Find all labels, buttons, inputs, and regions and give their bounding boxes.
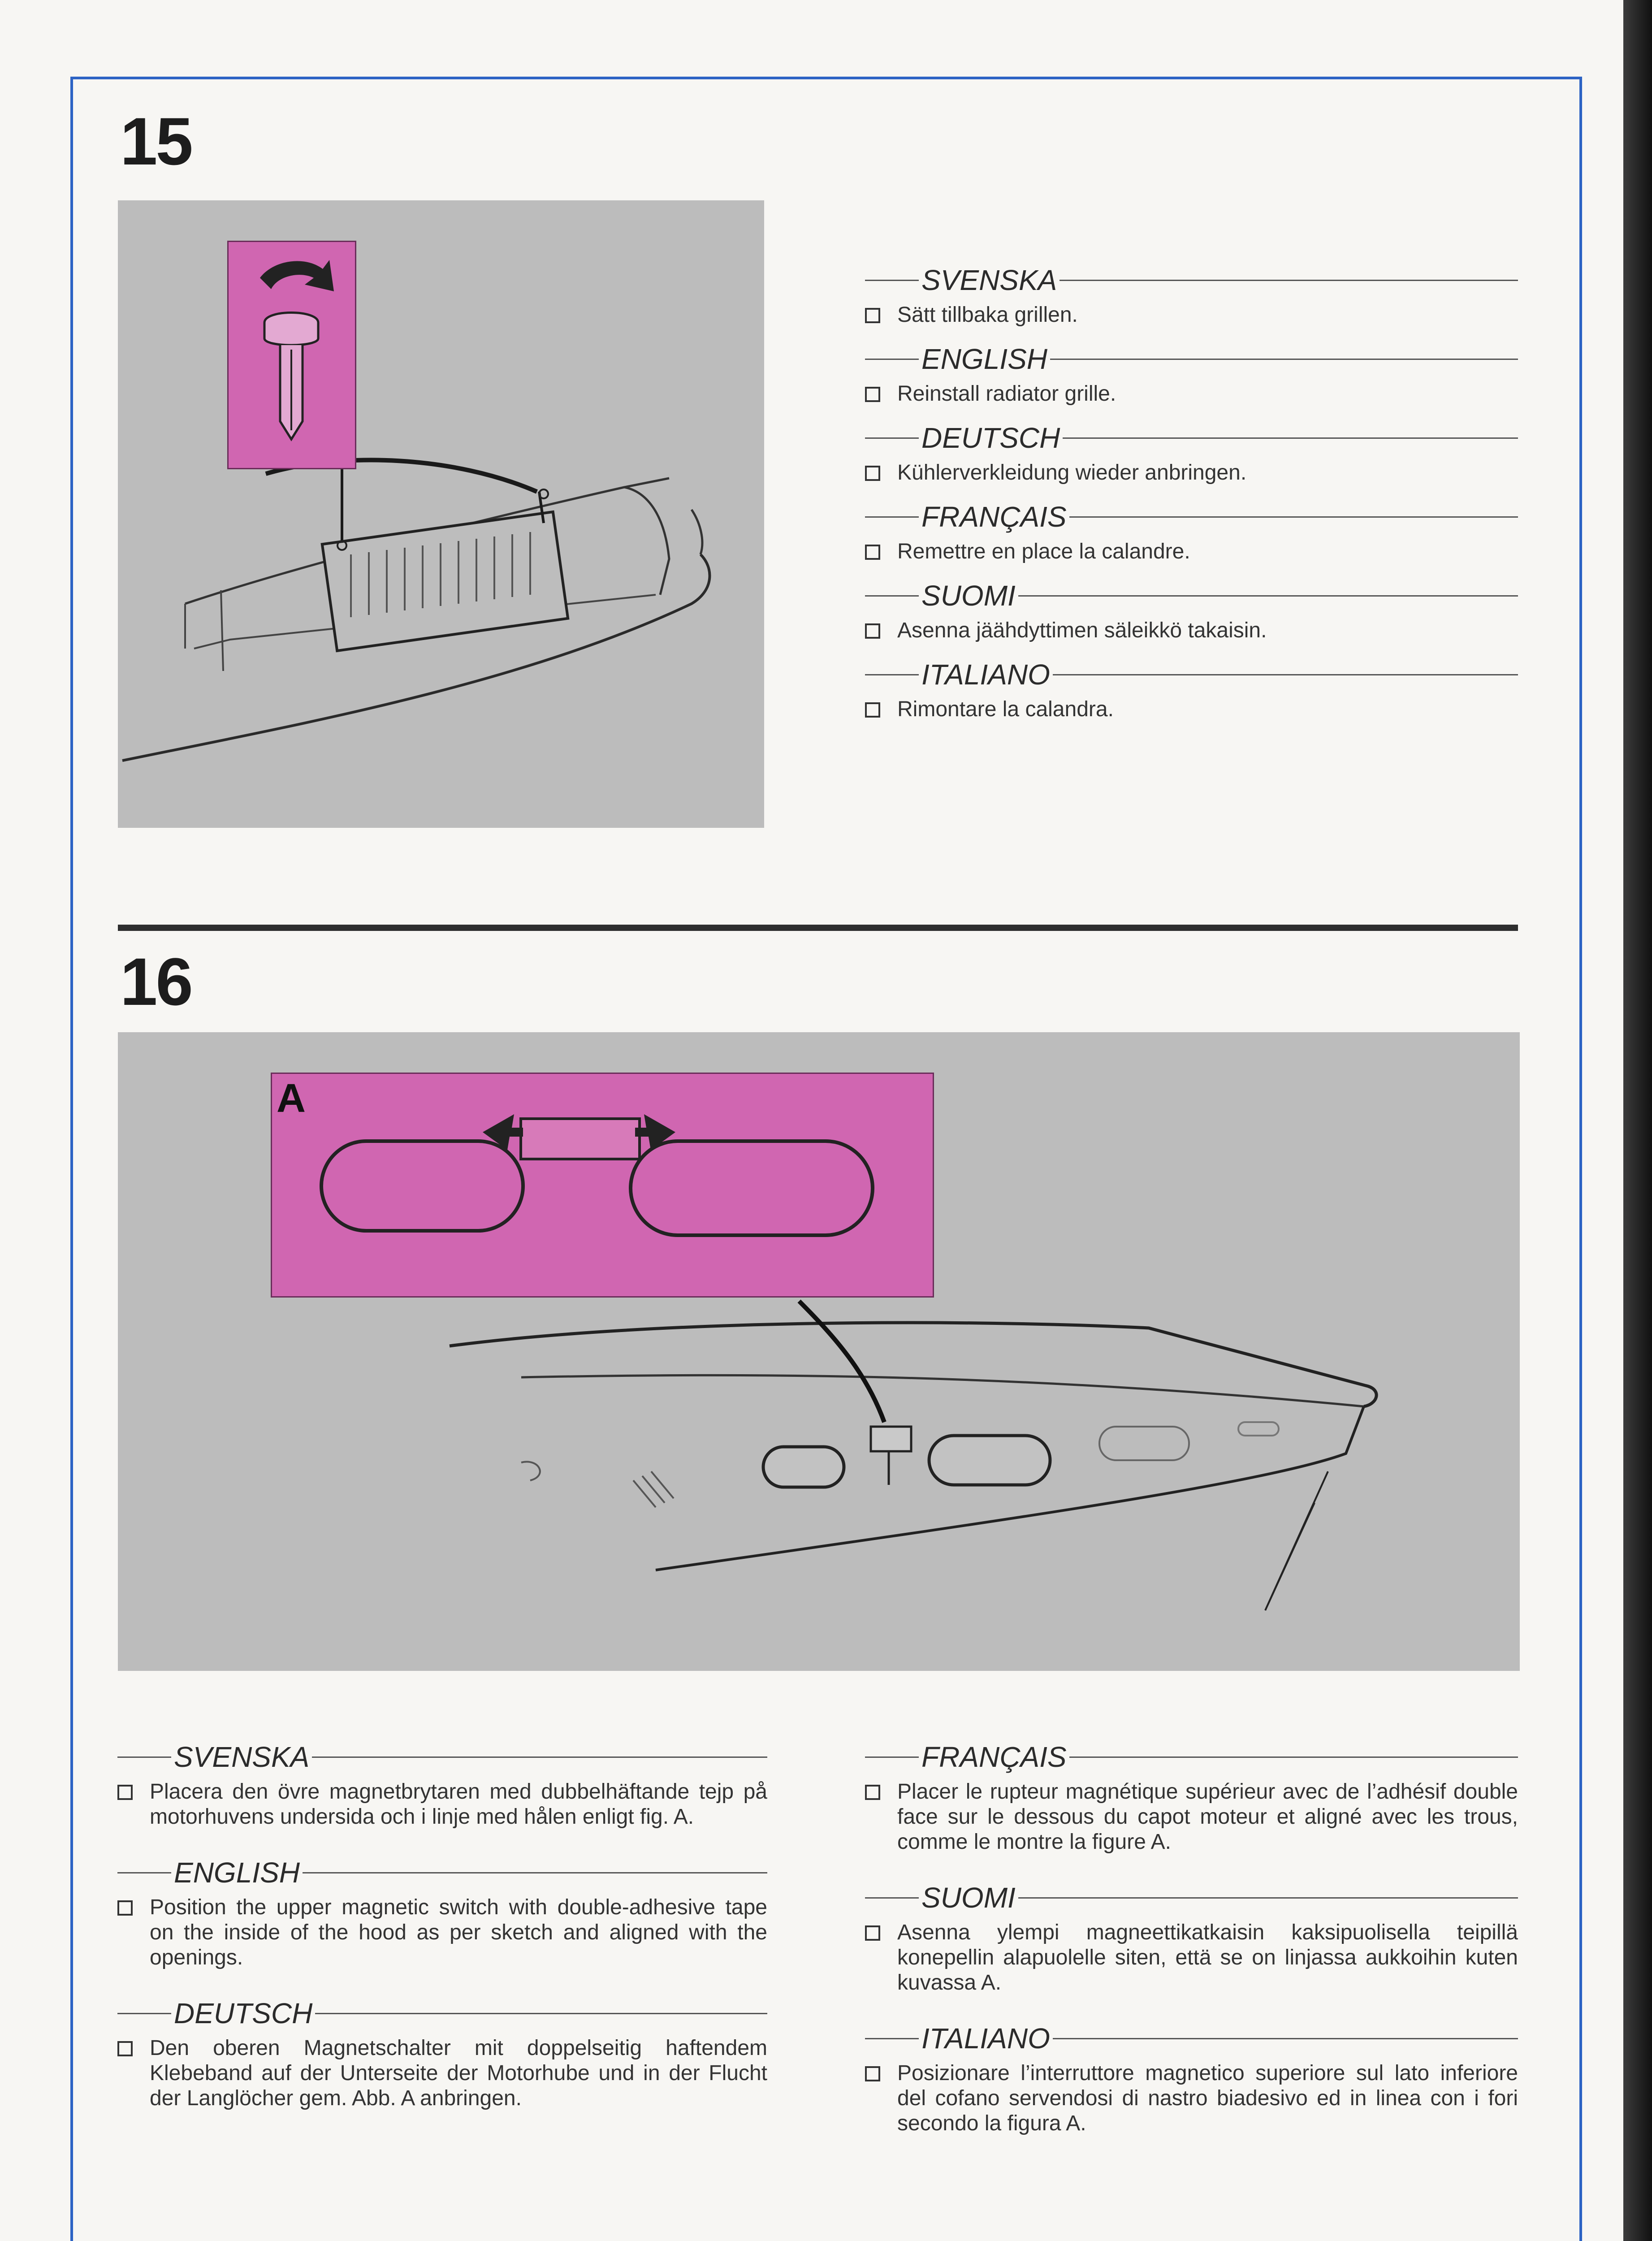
step-15-instructions bbox=[865, 262, 1518, 722]
checkbox[interactable] bbox=[865, 702, 880, 718]
checkbox[interactable] bbox=[117, 1900, 133, 1916]
step-15-number: 15 bbox=[120, 104, 191, 179]
instruction-text: Asenna ylempi magneettikatkaisin kaksipuolisella teipillä konepellin alapuolelle siten, että se on linjassa aukkoihin kuten kuvassa A. bbox=[897, 1921, 1518, 1994]
checkbox[interactable] bbox=[865, 545, 880, 560]
instruction-text: Den oberen Magnetschalter mit doppelseitig haftendem Klebeband auf der Unterseite der Motorhube und in der Flucht der Langlöcher gem. Abb. A anbringen. bbox=[150, 2036, 767, 2110]
language-heading: DEUTSCH bbox=[921, 422, 1060, 454]
instruction-english bbox=[117, 1855, 767, 1970]
instruction-text: Rimontare la calandra. bbox=[897, 697, 1114, 721]
instruction-italiano bbox=[865, 657, 1518, 722]
instruction-text: Kühlerverkleidung wieder anbringen. bbox=[897, 461, 1247, 485]
language-heading: DEUTSCH bbox=[174, 1997, 313, 2029]
instruction-deutsch bbox=[117, 1995, 767, 2111]
instruction-francais bbox=[865, 499, 1518, 564]
section-divider bbox=[118, 925, 1518, 931]
page-binding-edge bbox=[1623, 0, 1652, 2241]
instruction-svenska bbox=[865, 262, 1518, 328]
checkbox[interactable] bbox=[865, 1785, 880, 1800]
instruction-text: Posizionare l’interruttore magnetico superiore sul lato inferiore del cofano servendosi di nastro biadesivo ed in linea con i fori secondo la figura A. bbox=[897, 2061, 1518, 2135]
grille-clip-inset bbox=[227, 241, 356, 469]
instruction-text: Placer le rupteur magnétique supérieur avec de l’adhésif double face sur le dessous du capot moteur et aligné avec les trous, comme le montre la figure A. bbox=[897, 1780, 1518, 1854]
checkbox[interactable] bbox=[865, 623, 880, 639]
checkbox[interactable] bbox=[865, 387, 880, 402]
instruction-suomi bbox=[865, 578, 1518, 643]
checkbox[interactable] bbox=[117, 1785, 133, 1800]
checkbox[interactable] bbox=[865, 1925, 880, 1941]
language-heading: ITALIANO bbox=[921, 2022, 1050, 2055]
step-16-instructions-right bbox=[865, 1739, 1518, 2136]
step-15-illustration bbox=[118, 200, 764, 828]
language-heading: SUOMI bbox=[921, 580, 1016, 612]
language-heading: ENGLISH bbox=[921, 343, 1047, 375]
car-front-grille-drawing bbox=[118, 200, 764, 828]
instruction-deutsch bbox=[865, 420, 1518, 485]
language-heading: FRANÇAIS bbox=[921, 1741, 1067, 1773]
checkbox[interactable] bbox=[865, 466, 880, 481]
instruction-text: Sätt tillbaka grillen. bbox=[897, 303, 1078, 327]
step-16-instructions-left bbox=[117, 1739, 767, 2111]
detail-inset-a bbox=[271, 1073, 934, 1298]
checkbox[interactable] bbox=[865, 308, 880, 323]
instruction-text: Placera den övre magnetbrytaren med dubbelhäftande tejp på motorhuvens undersida och i linje med hålen enligt fig. A. bbox=[150, 1780, 767, 1829]
checkbox[interactable] bbox=[117, 2041, 133, 2056]
slotted-openings-with-switch-icon bbox=[272, 1074, 933, 1296]
step-16-number: 16 bbox=[120, 944, 191, 1019]
inset-label: A bbox=[277, 1076, 306, 1121]
language-heading: SUOMI bbox=[921, 1882, 1016, 1914]
instruction-english bbox=[865, 341, 1518, 407]
step-16-illustration bbox=[118, 1032, 1520, 1671]
language-heading: SVENSKA bbox=[921, 264, 1057, 296]
instruction-text: Reinstall radiator grille. bbox=[897, 382, 1116, 406]
language-heading: ITALIANO bbox=[921, 658, 1050, 691]
instruction-text: Position the upper magnetic switch with double-adhesive tape on the inside of the hood as per sketch and aligned with the openings. bbox=[150, 1895, 767, 1969]
instruction-svenska bbox=[117, 1739, 767, 1830]
instruction-francais bbox=[865, 1739, 1518, 1855]
instruction-suomi bbox=[865, 1880, 1518, 1995]
language-heading: SVENSKA bbox=[174, 1741, 310, 1773]
language-heading: FRANÇAIS bbox=[921, 501, 1067, 533]
language-heading: ENGLISH bbox=[174, 1856, 300, 1889]
instruction-italiano bbox=[865, 2020, 1518, 2136]
checkbox[interactable] bbox=[865, 2066, 880, 2081]
grille-clip-with-arrow-icon bbox=[229, 242, 355, 468]
instruction-text: Asenna jäähdyttimen säleikkö takaisin. bbox=[897, 619, 1267, 642]
instruction-text: Remettre en place la calandre. bbox=[897, 540, 1190, 563]
